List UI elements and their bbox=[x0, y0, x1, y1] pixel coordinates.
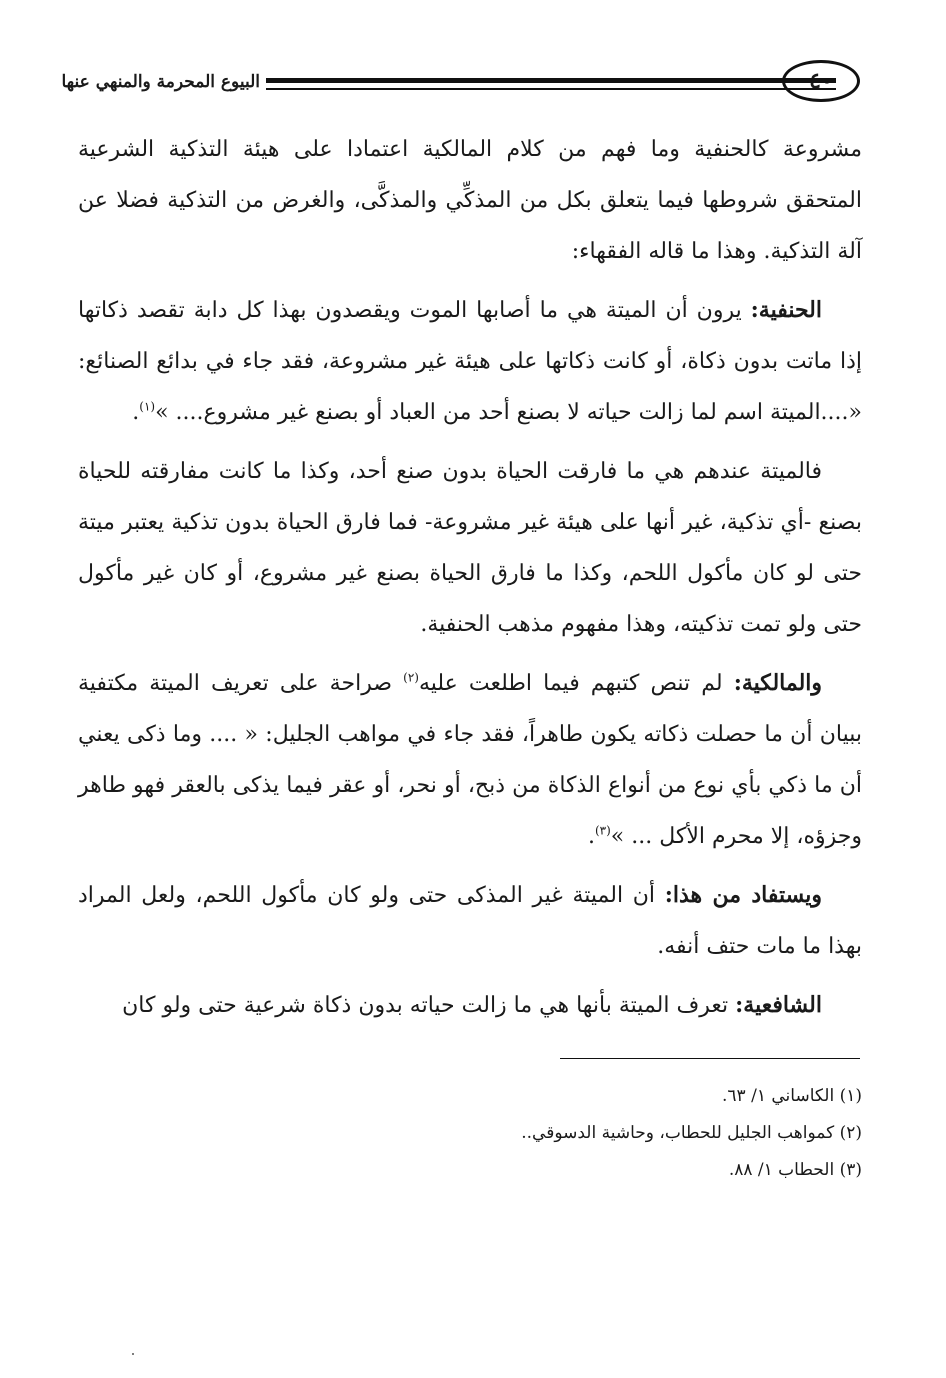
paragraph-text: صراحة على تعريف الميتة مكتفية ببيان أن ما حصلت ذكاته يكون طاهراً، فقد جاء في مواهب الجليل: « .... وما ذكى يعني أن ما ذكي بأي نوع من أنواع الذكاة من ذبح، أو نحر، أو عقر فيما يذكى بالعقر فهو طاهر وجزؤه، إلا محرم الأكل ... » bbox=[78, 671, 862, 849]
header-rule-thick bbox=[266, 78, 836, 83]
paragraph-conclusion bbox=[78, 870, 862, 972]
term-shafiiyya: الشافعية: bbox=[735, 992, 822, 1018]
paragraph-3: فالميتة عندهم هي ما فارقت الحياة بدون صنع أحد، وكذا ما كانت مفارقته للحياة بصنع -أي تذكية، غير أنها على هيئة غير مشروعة- فما فارق الحياة بدون تذكية يعتبر ميتة حتى لو كان مأكول اللحم، وكذا ما فارق الحياة بصنع غير مشروع، أو كان غير مأكول حتى ولو تمت تذكيته، وهذا مفهوم مذهب الحنفية. bbox=[78, 459, 862, 637]
paragraph-text: لم تنص كتبهم فيما اطلعت عليه bbox=[418, 671, 734, 696]
footnotes bbox=[300, 1078, 862, 1189]
term-hanafiyya: الحنفية: bbox=[750, 297, 822, 323]
footnote-ref-1[interactable]: (١) bbox=[139, 399, 156, 414]
footnote-separator bbox=[560, 1058, 860, 1059]
footnote-ref-2[interactable]: (٢) bbox=[403, 670, 419, 685]
paragraph-hanafiyya bbox=[78, 285, 862, 438]
running-header bbox=[61, 58, 860, 108]
paragraph-text: يرون أن الميتة هي ما أصابها الموت ويقصدون بهذا كل دابة تقصد ذكاتها إذا ماتت بدون ذكاة، أو كانت ذكاتها على هيئة غير مشروعة، فقد جاء في بدائع الصنائع: «....الميتة اسم لما زالت حياته لا بصنع أحد من العباد أو بصنع غير مشروع.... » bbox=[78, 298, 862, 425]
footnote-1: (١) الكاساني ١/ ٦٣. bbox=[722, 1086, 862, 1106]
paragraph-malikiyya bbox=[78, 658, 862, 862]
main-text bbox=[78, 124, 862, 1039]
paragraph-end: . bbox=[132, 400, 140, 425]
term-malikiyya: والمالكية: bbox=[733, 670, 823, 696]
scan-speck bbox=[132, 1353, 134, 1355]
header-rule-thin bbox=[266, 88, 836, 90]
paragraph-shafiiyya bbox=[78, 980, 862, 1031]
footnote-2: (٢) كمواهب الجليل للحطاب، وحاشية الدسوقي.. bbox=[521, 1123, 862, 1143]
term-conclusion: ويستفاد من هذا: bbox=[664, 882, 822, 908]
footnote-3: (٣) الحطاب ١/ ٨٨. bbox=[728, 1160, 862, 1180]
paragraph-1: مشروعة كالحنفية وما فهم من كلام المالكية اعتمادا على هيئة التذكية الشرعية المتحقق شروطها فيما يتعلق بكل من المذكِّي والمذكَّى، والغرض من التذكية فضلا عن آلة التذكية. وهذا ما قاله الفقهاء: bbox=[78, 137, 862, 264]
paragraph-text: أن الميتة غير المذكى حتى ولو كان مأكول اللحم، ولعل المراد بهذا ما مات حتف أنفه. bbox=[78, 883, 862, 959]
page-number: ٤٠ bbox=[782, 60, 860, 102]
paragraph-end: . bbox=[587, 824, 595, 849]
running-title: البيوع المحرمة والمنهي عنها bbox=[61, 72, 260, 92]
paragraph-text: تعرف الميتة بأنها هي ما زالت حياته بدون ذكاة شرعية حتى ولو كان bbox=[122, 993, 736, 1018]
footnote-ref-3[interactable]: (٣) bbox=[594, 823, 611, 838]
